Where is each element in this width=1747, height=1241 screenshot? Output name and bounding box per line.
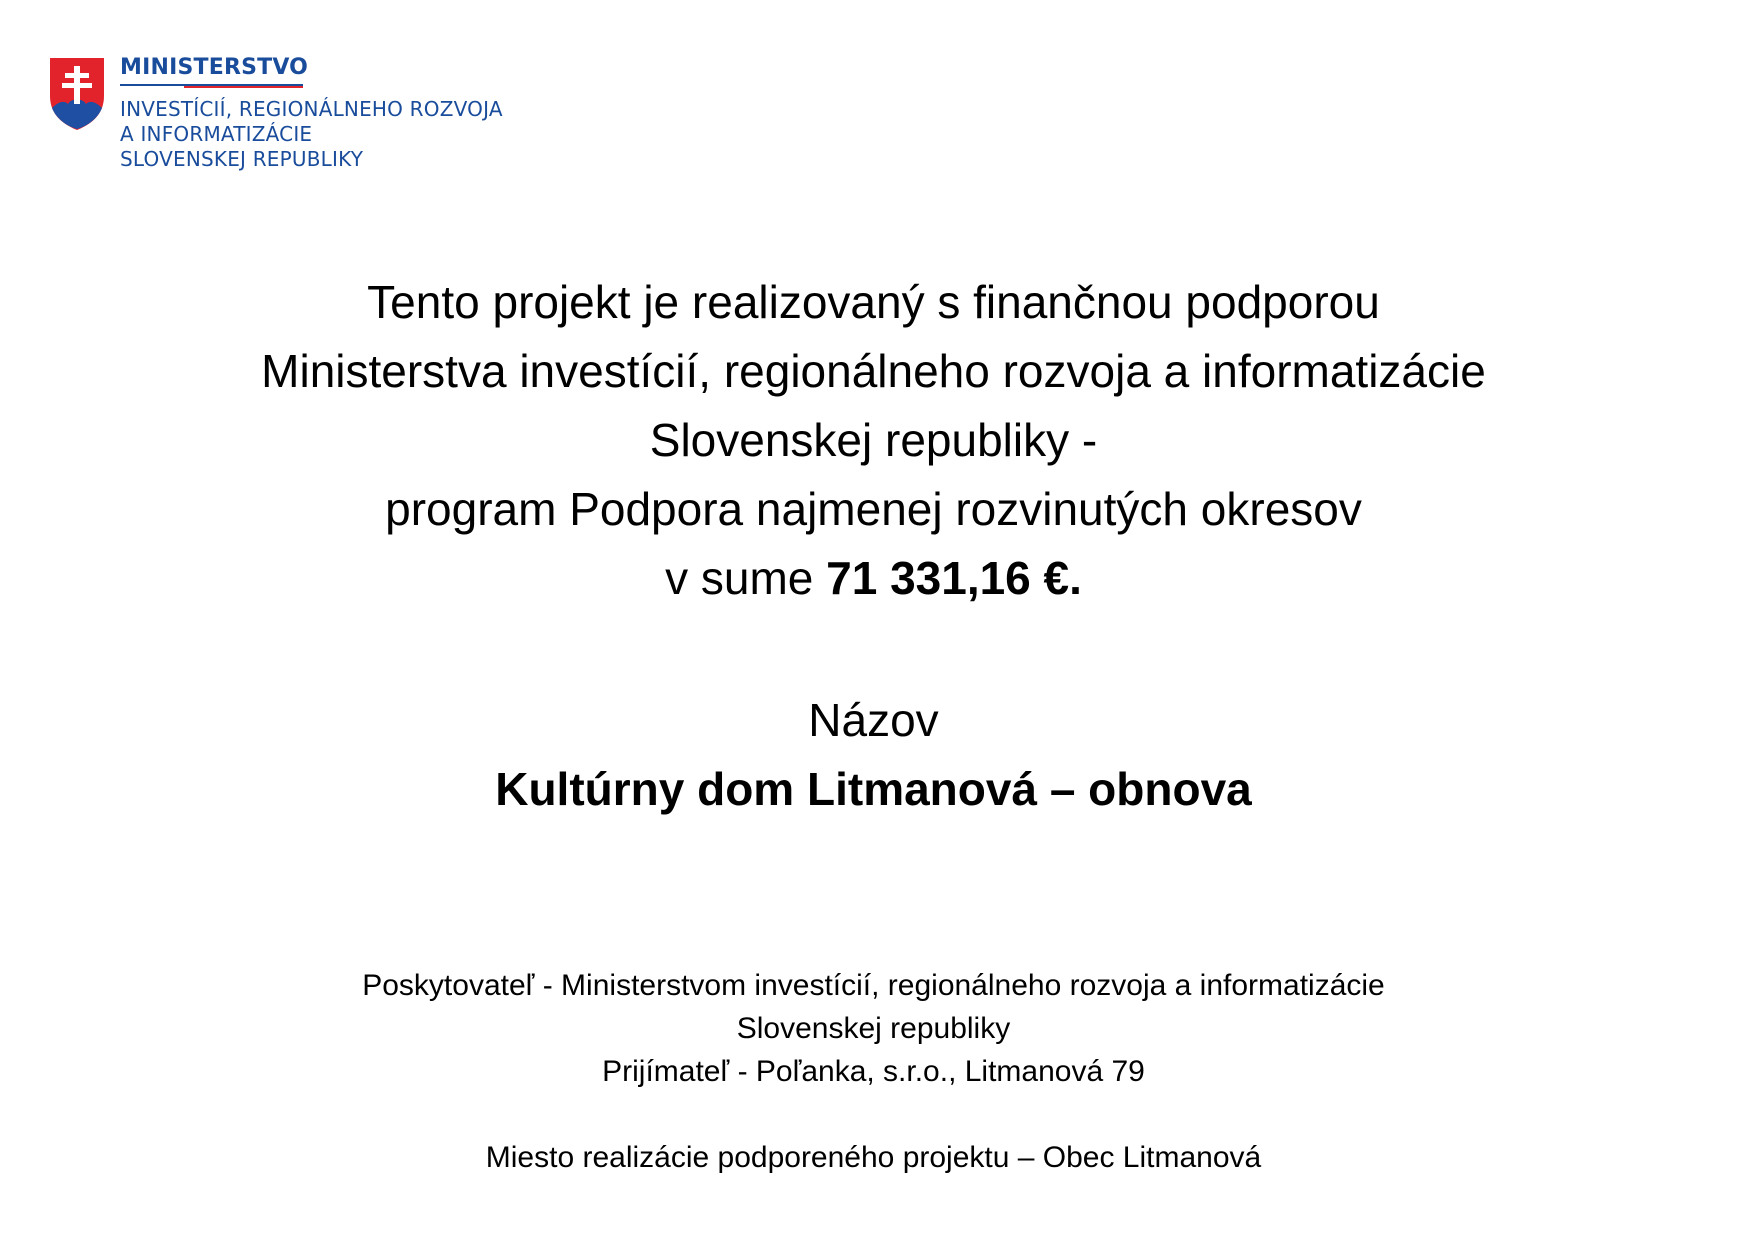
amount-prefix: v sume bbox=[665, 552, 827, 604]
logo-text bbox=[120, 56, 503, 172]
project-title-block bbox=[0, 686, 1747, 824]
statement-line-2: Ministerstva investícií, regionálneho rozvoja a informatizácie bbox=[261, 345, 1486, 397]
location-line: Miesto realizácie podporeného projektu – Obec Litmanová bbox=[485, 1141, 1262, 1174]
logo-line-4: SLOVENSKEJ REPUBLIKY bbox=[120, 147, 364, 171]
project-details bbox=[0, 964, 1747, 1179]
statement-line-4: program Podpora najmenej rozvinutých okresov bbox=[385, 483, 1362, 535]
recipient-line: Prijímateľ - Poľanka, s.r.o., Litmanová 79 bbox=[602, 1055, 1145, 1088]
logo-line-2: INVESTÍCIÍ, REGIONÁLNEHO ROZVOJA bbox=[120, 97, 503, 121]
funding-statement bbox=[0, 268, 1747, 613]
ministry-logo bbox=[48, 56, 568, 176]
funding-amount: 71 331,16 €. bbox=[826, 552, 1082, 604]
provider-line-1: Poskytovateľ - Ministerstvom investícií, regionálneho rozvoja a informatizácie bbox=[362, 969, 1385, 1002]
logo-divider-red bbox=[184, 86, 303, 88]
logo-line-3: A INFORMATIZÁCIE bbox=[120, 122, 313, 146]
project-name-label: Názov bbox=[808, 694, 939, 746]
statement-amount-line bbox=[0, 544, 1747, 613]
statement-line-3: Slovenskej republiky - bbox=[649, 414, 1098, 466]
slovak-coat-of-arms-icon bbox=[48, 56, 106, 132]
project-name: Kultúrny dom Litmanová – obnova bbox=[495, 763, 1252, 815]
statement-line-1: Tento projekt je realizovaný s finančnou podporou bbox=[367, 276, 1380, 328]
spacer bbox=[0, 1093, 1747, 1136]
logo-divider bbox=[120, 84, 303, 89]
logo-ministry-word: MINISTERSTVO bbox=[120, 55, 309, 80]
provider-line-2: Slovenskej republiky bbox=[736, 1012, 1011, 1045]
